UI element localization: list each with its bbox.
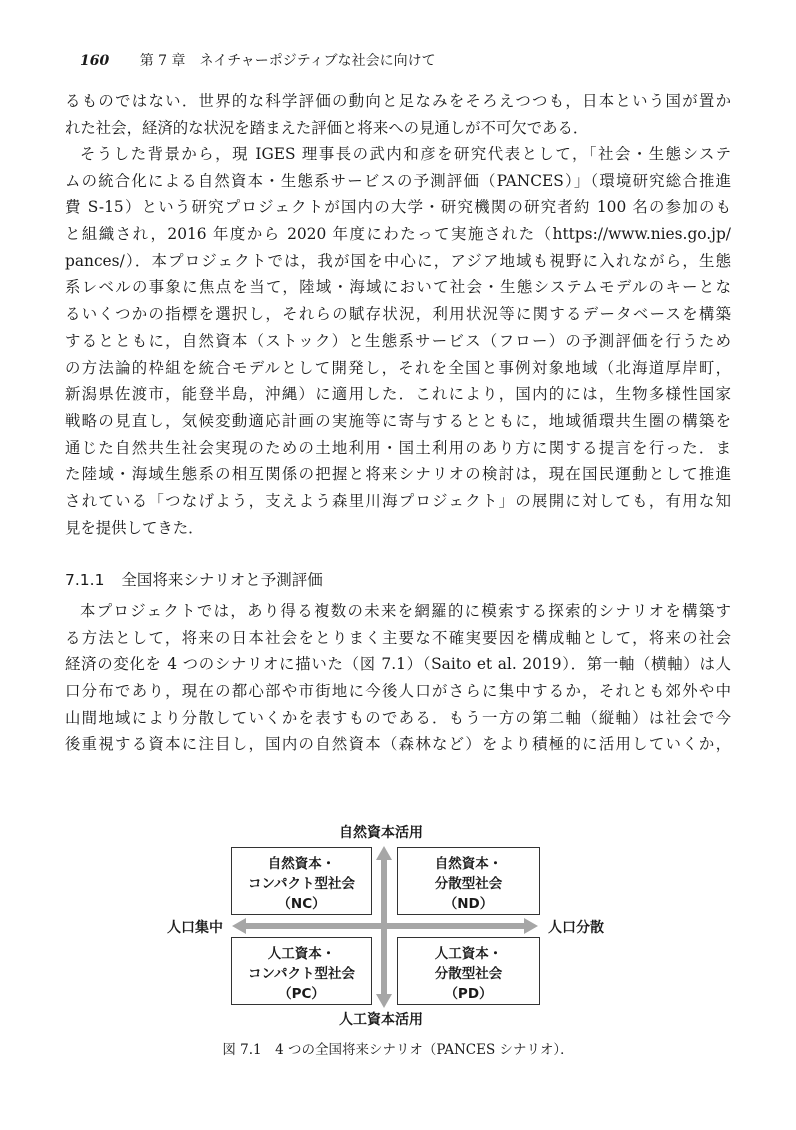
text-line: ムの統合化による自然資本・生態系サービスの予測評価（PANCES）」（環境研究総合推進 xyxy=(65,171,731,190)
quadrant-pc-line: 人工資本・ xyxy=(267,946,336,962)
quadrant-pd-line: （PD） xyxy=(444,986,493,1002)
quadrant-pc xyxy=(231,937,372,1005)
quadrant-nc-line: （NC） xyxy=(277,896,326,912)
left-arrowhead-icon xyxy=(232,918,246,934)
quadrant-pd-line: 人工資本・ xyxy=(434,946,503,962)
axis-label-top: 自然資本活用 xyxy=(339,825,423,841)
text-line: 口分布であり，現在の都心部や市街地に今後人口がさらに集中するか，それとも郊外や中 xyxy=(65,682,731,701)
text-line: 後重視する資本に注目し，国内の自然資本（森林など）をより積極的に活用していくか， xyxy=(65,735,731,754)
axis-label-right: 人口分散 xyxy=(548,920,604,936)
text-line: と組織され，2016 年度から 2020 年度にわたって実施された（https://www.nies.go.jp/ xyxy=(65,225,731,244)
quadrant-pc-line: （PC） xyxy=(278,986,325,1002)
text-line: れた社会，経済的な状況を踏まえた評価と将来への見通しが不可欠である． xyxy=(65,118,589,137)
text-line: 系レベルの事象に焦点を当て，陸域・海域において社会・生態システムモデルのキーとな xyxy=(65,278,731,297)
horizontal-axis-shaft xyxy=(244,923,526,929)
quadrant-nd xyxy=(397,847,540,915)
quadrant-nd-line: 分散型社会 xyxy=(434,876,503,892)
quadrant-pd xyxy=(397,937,540,1005)
quadrant-pc-line: コンパクト型社会 xyxy=(247,966,356,982)
text-line: されている「つなげよう，支えよう森里川海プロジェクト」の展開に対しても，有用な知 xyxy=(65,491,731,510)
text-line: た陸域・海域生態系の相互関係の把握と将来シナリオの検討は，現在国民運動として推進 xyxy=(65,465,731,484)
text-line: 本プロジェクトでは，あり得る複数の未来を網羅的に模索する探索的シナリオを構築す xyxy=(80,602,731,620)
text-line: るいくつかの指標を選択し，それらの賦存状況，利用状況等に関するデータベースを構築 xyxy=(65,305,731,324)
text-line: 通じた自然共生社会実現のための土地利用・国土利用のあり方に関する提言を行った．ま xyxy=(65,438,731,457)
quadrant-pd-line: 分散型社会 xyxy=(434,966,503,982)
text-line: 戦略の見直し，気候変動適応計画の実施等に寄与するとともに，地域循環共生圏の構築を xyxy=(65,411,731,430)
quadrant-nd-line: 自然資本・ xyxy=(434,856,503,872)
down-arrowhead-icon xyxy=(376,994,392,1008)
figure-caption: 図 7.1 4 つの全国将来シナリオ（PANCES シナリオ）． xyxy=(222,1042,574,1058)
text-line: 経済の変化を 4 つのシナリオに描いた（図 7.1）（Saito et al. 2019）．第一軸（横軸）は人 xyxy=(65,655,731,674)
text-line: そうした背景から，現 IGES 理事長の武内和彦を研究代表として，「社会・生態システ xyxy=(80,145,731,163)
text-line: 新潟県佐渡市，能登半島，沖縄）に適用した．これにより，国内的には，生物多様性国家 xyxy=(65,385,731,404)
section-number: 7.1.1 xyxy=(65,571,105,589)
quadrant-nc xyxy=(231,847,372,915)
chapter-title: 第 7 章 ネイチャーポジティブな社会に向けて xyxy=(139,53,436,69)
text-line: る方法として，将来の日本社会をとりまく主要な不確実要因を構成軸として，将来の社会 xyxy=(65,628,731,647)
quadrant-nd-line: （ND） xyxy=(443,896,494,912)
axis-label-bottom: 人工資本活用 xyxy=(339,1012,423,1028)
text-line: るものではない．世界的な科学評価の動向と足なみをそろえつつも，日本という国が置か xyxy=(65,92,731,110)
quadrant-nc-line: 自然資本・ xyxy=(267,856,336,872)
axis-label-left: 人口集中 xyxy=(167,920,223,936)
text-line: の方法論的枠組を統合モデルとして開発し，それを全国と事例対象地域（北海道厚岸町， xyxy=(65,358,731,377)
section-title: 全国将来シナリオと予測評価 xyxy=(121,571,323,589)
right-arrowhead-icon xyxy=(524,918,538,934)
up-arrowhead-icon xyxy=(376,846,392,860)
text-line: pances/）．本プロジェクトでは，我が国を中心に，アジア地域も視野に入れながら，生態 xyxy=(65,251,731,270)
page-number: 160 xyxy=(80,53,110,69)
text-line: 山間地域により分散していくかを表すものである．もう一方の第二軸（縦軸）は社会で今 xyxy=(65,708,731,727)
text-line: 見を提供してきた． xyxy=(65,518,204,537)
text-line: するとともに，自然資本（ストック）と生態系サービス（フロー）の予測評価を行うため xyxy=(65,331,731,350)
text-line: 費 S-15）という研究プロジェクトが国内の大学・研究機関の研究者約 100 名の参加のも xyxy=(65,198,731,217)
quadrant-nc-line: コンパクト型社会 xyxy=(247,876,356,892)
